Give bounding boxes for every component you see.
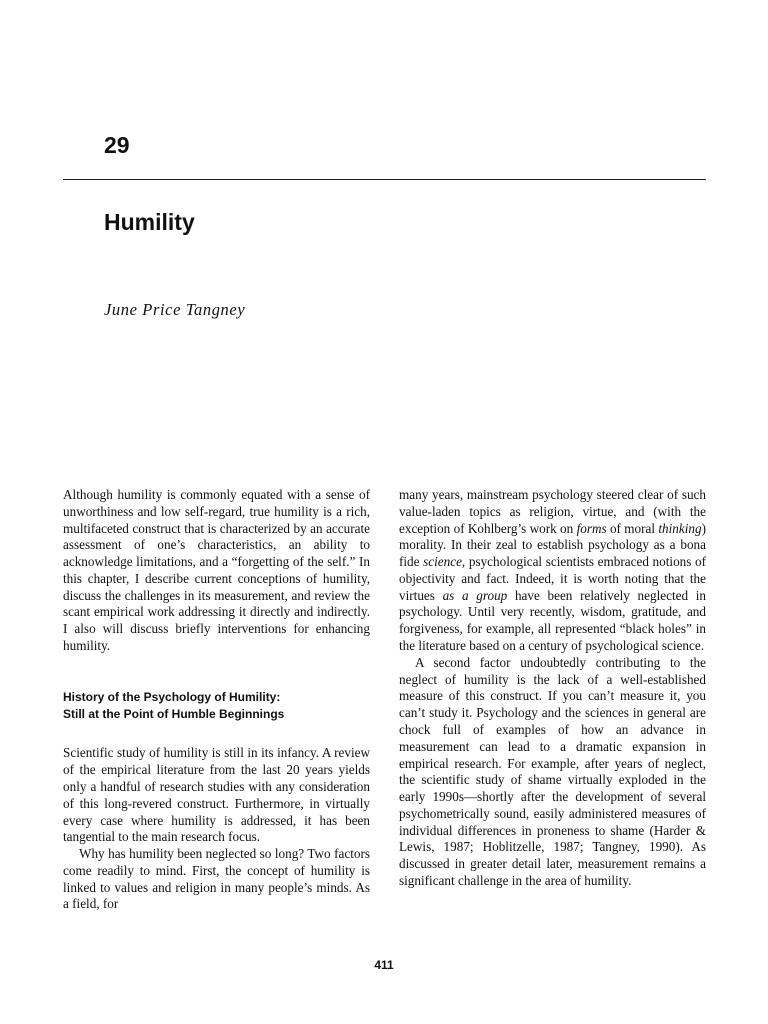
text-run: many years, mainstream psychology steered clear of such value-laden topics as religion, virtue, and (with the exception of Kohlberg’s work on	[399, 487, 706, 536]
section-heading	[63, 689, 370, 723]
text-run: ) morality. In their zeal to establish psychology as a bona fide	[399, 520, 706, 570]
spacer	[63, 722, 370, 745]
italic-term: science,	[423, 554, 466, 570]
body-paragraph: Scientific study of humility is still in its infancy. A review of the empirical literature from the last 20 years yields only a handful of research studies with any consideration of this long-revered construct. Furthermore, in virtually every case where humility is addressed, it has been tangential to the main research focus.	[63, 745, 370, 845]
abstract-paragraph: Although humility is commonly equated with a sense of unworthiness and low self-regard, true humility is a rich, multifaceted construct that is characterized by an accurate assessment of one’s characteristics, an ability to acknowledge limitations, and a “forgetting of the self.” In this chapter, I describe current conceptions of humility, discuss the challenges in its measurement, and review the scant empirical work addressing it directly and indirectly. I also will discuss briefly interventions for enhancing humility.	[63, 487, 370, 654]
italic-term: as a group	[442, 587, 508, 603]
author-name: June Price Tangney	[104, 300, 246, 319]
body-paragraph-continued	[399, 487, 706, 655]
chapter-title: Humility	[104, 209, 195, 235]
right-column	[399, 487, 706, 890]
page-number: 411	[374, 958, 394, 972]
text-run: have been relatively neglected in psychology. Until very recently, wisdom, gratitude, and forgiveness, for example, all represented “black holes” in the literature based on a century of psychological science.	[399, 587, 706, 654]
section-heading-line-2: Still at the Point of Humble Beginnings	[63, 706, 285, 721]
spacer	[63, 655, 370, 689]
body-paragraph: A second factor undoubtedly contributing to the neglect of humility is the lack of a well-established measure of this construct. If you can’t measure it, you can’t study it. Psychology and the sciences in general are chock full of examples of how an advance in measurement can lead to a dramatic expansion in empirical research. For example, after years of neglect, the scientific study of shame virtually exploded in the early 1990s—shortly after the development of several psychometrically sound, easily administered measures of individual differences in proneness to shame (Harder & Lewis, 1987; Hoblitzelle, 1987; Tangney, 1990). As discussed in greater detail later, measurement remains a significant challenge in the area of humility.	[399, 654, 706, 888]
chapter-number: 29	[104, 132, 130, 158]
header-rule	[63, 179, 706, 180]
italic-term: forms	[576, 520, 607, 536]
italic-term: thinking	[658, 520, 702, 536]
text-run: of moral	[606, 520, 659, 536]
section-heading-line-1: History of the Psychology of Humility:	[63, 689, 281, 704]
text-run: psychological scientists embraced notions of objectivity and fact. Indeed, it is worth noting that the virtues	[399, 554, 706, 603]
left-column	[63, 487, 370, 913]
body-paragraph: Why has humility been neglected so long? Two factors come readily to mind. First, the concept of humility is linked to values and religion in many people’s minds. As a field, for	[63, 846, 370, 912]
